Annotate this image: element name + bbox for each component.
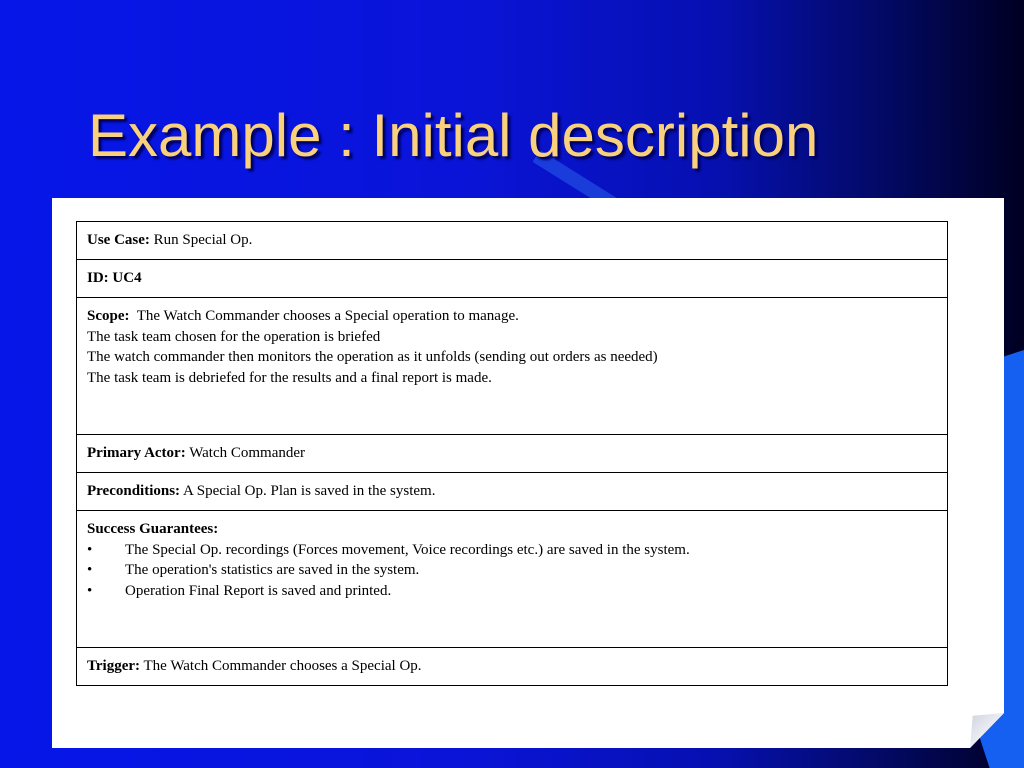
use-case-row bbox=[77, 222, 948, 260]
use-case-table bbox=[76, 221, 948, 686]
list-item bbox=[87, 581, 937, 602]
trigger-value: The Watch Commander chooses a Special Op. bbox=[143, 658, 422, 674]
success-guarantees-row bbox=[77, 511, 948, 648]
preconditions-row bbox=[77, 473, 948, 511]
scope-label: Scope: bbox=[87, 308, 130, 324]
success-guarantees-label: Success Guarantees: bbox=[87, 521, 219, 537]
bullet-icon: • bbox=[87, 582, 93, 599]
trigger-row bbox=[77, 648, 948, 686]
success-guarantees-list bbox=[87, 540, 937, 602]
scope-line bbox=[87, 306, 937, 327]
slide-title: Example : Initial description bbox=[88, 102, 819, 169]
guarantee-text: The Special Op. recordings (Forces movement, Voice recordings etc.) are saved in the system. bbox=[125, 541, 690, 558]
preconditions-label: Preconditions: bbox=[87, 483, 181, 499]
primary-actor-label: Primary Actor: bbox=[87, 445, 186, 461]
guarantee-text: The operation's statistics are saved in the system. bbox=[125, 562, 420, 579]
primary-actor-value: Watch Commander bbox=[189, 445, 306, 461]
primary-actor-row bbox=[77, 435, 948, 473]
bullet-icon: • bbox=[87, 562, 93, 579]
list-item bbox=[87, 540, 937, 561]
scope-line-1: The Watch Commander chooses a Special operation to manage. bbox=[136, 308, 519, 324]
bullet-icon: • bbox=[87, 541, 93, 558]
scope-line-3: The watch commander then monitors the operation as it unfolds (sending out orders as needed) bbox=[87, 349, 658, 366]
scope-line-4: The task team is debriefed for the results and a final report is made. bbox=[87, 369, 492, 386]
id-row bbox=[77, 260, 948, 298]
preconditions-value: A Special Op. Plan is saved in the system. bbox=[183, 483, 436, 499]
id-label: ID: UC4 bbox=[87, 270, 142, 286]
scope-row bbox=[77, 298, 948, 435]
use-case-value: Run Special Op. bbox=[153, 232, 253, 248]
use-case-label: Use Case: bbox=[87, 232, 150, 248]
guarantee-text: Operation Final Report is saved and printed. bbox=[125, 582, 392, 599]
trigger-label: Trigger: bbox=[87, 658, 141, 674]
scope-line-2: The task team chosen for the operation is briefed bbox=[87, 328, 381, 345]
list-item bbox=[87, 560, 937, 581]
